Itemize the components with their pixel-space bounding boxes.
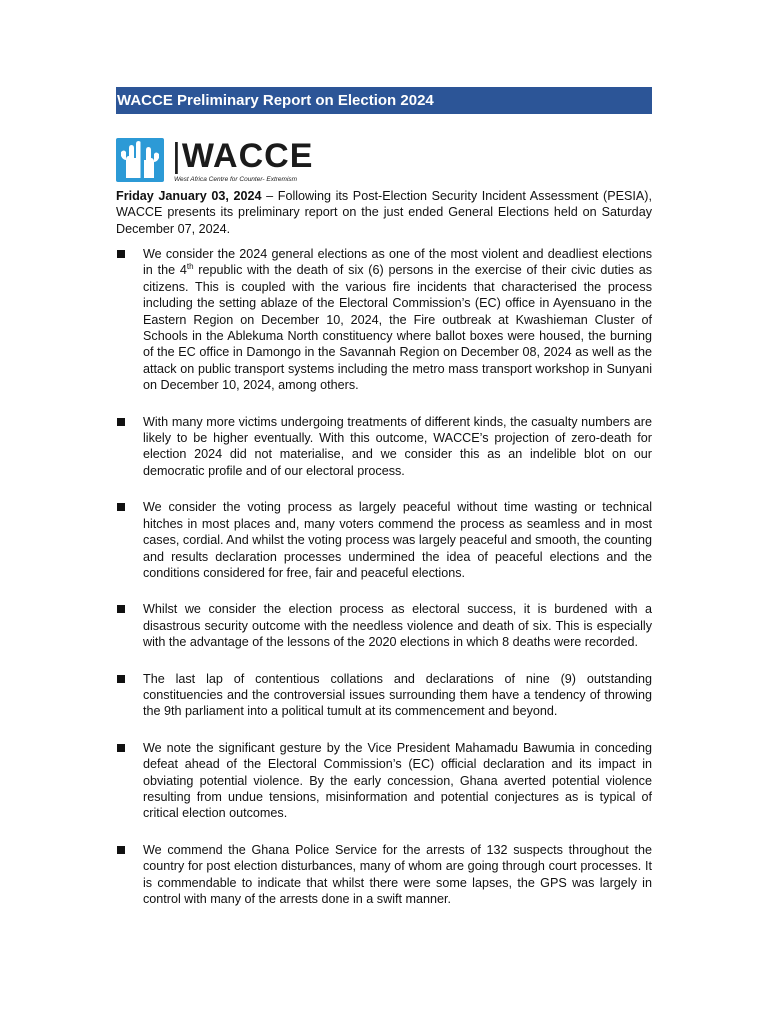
findings-list (116, 246, 652, 927)
wacce-logo (116, 138, 336, 182)
list-item: The last lap of contentious collations and declarations of nine (9) outstanding constituencies and the controversial issues surrounding them have a tendency of throwing the 9th parliament into a political tumult at its commencement and beyond. (116, 671, 652, 720)
intro-paragraph (116, 188, 652, 237)
list-item: With many more victims undergoing treatments of different kinds, the casualty numbers are likely to be higher eventually. With this outcome, WACCE’s projection of zero-death for election 2024 did not materialise, and we consider this as an indelible blot on our democratic profile and of our electoral process. (116, 414, 652, 480)
report-date: Friday January 03, 2024 (116, 189, 262, 203)
report-title: WACCE Preliminary Report on Election 2024 (117, 92, 434, 109)
bullet-square-icon (117, 675, 125, 683)
bullet-square-icon (117, 846, 125, 854)
report-title-banner (116, 87, 652, 114)
list-item: We commend the Ghana Police Service for the arrests of 132 suspects throughout the country for post election disturbances, many of whom are going through court processes. It is commendable to indicate that whilst there were some lapses, the GPS was largely in control with many of the arrests done in a swift manner. (116, 842, 652, 908)
list-item: We note the significant gesture by the Vice President Mahamadu Bawumia in conceding defeat ahead of the Electoral Commission’s (EC) official declaration and its impact in obviating potential violence. By the early concession, Ghana averted potential violence resulting from undue tensions, misinformation and potential conjectures as is typical of critical election outcomes. (116, 740, 652, 822)
list-item: Whilst we consider the election process as electoral success, it is burdened with a disastrous security outcome with the needless violence and death of six. This is especially with the advantage of the lessons of the 2020 elections in which 8 deaths were recorded. (116, 601, 652, 650)
intro-text: – Following its Post-Election Security Incident Assessment (PESIA), WACCE presents its preliminary report on the just ended General Elections held on Saturday December 07, 2024. (116, 189, 652, 236)
logo-tagline: West Africa Centre for Counter- Extremism (174, 176, 298, 183)
bullet-square-icon (117, 418, 125, 426)
list-item: We consider the 2024 general elections as one of the most violent and deadliest elections in the 4th republic with the death of six (6) persons in the exercise of their civic duties as citizens. This is coupled with the various fire incidents that characterised the process including the setting ablaze of the Electoral Commission’s (EC) office in Ayensuano in the Eastern Region on December 10, 2024, the Fire outbreak at Kwashieman Cluster of Schools in the Ablekuma North constituency where ballot boxes were housed, the burning of the EC office in Damongo in the Savannah Region on December 08, 2024 as well as the attack on public transport systems including the metro mass transport workshop in Sunyani on December 10, 2024, among others. (116, 246, 652, 394)
logo-wordmark: |WACCE (172, 137, 314, 175)
list-item: We consider the voting process as largely peaceful without time wasting or technical hitches in most places and, many voters commend the process as seamless and in most cases, cordial. And whilst the voting process was largely peaceful and smooth, the counting and results declaration processes undermined the idea of peaceful elections and the conditions considered for free, fair and peaceful elections. (116, 499, 652, 581)
bullet-square-icon (117, 744, 125, 752)
bullet-square-icon (117, 503, 125, 511)
raised-hands-logo-icon (116, 138, 164, 182)
bullet-square-icon (117, 605, 125, 613)
bullet-square-icon (117, 250, 125, 258)
